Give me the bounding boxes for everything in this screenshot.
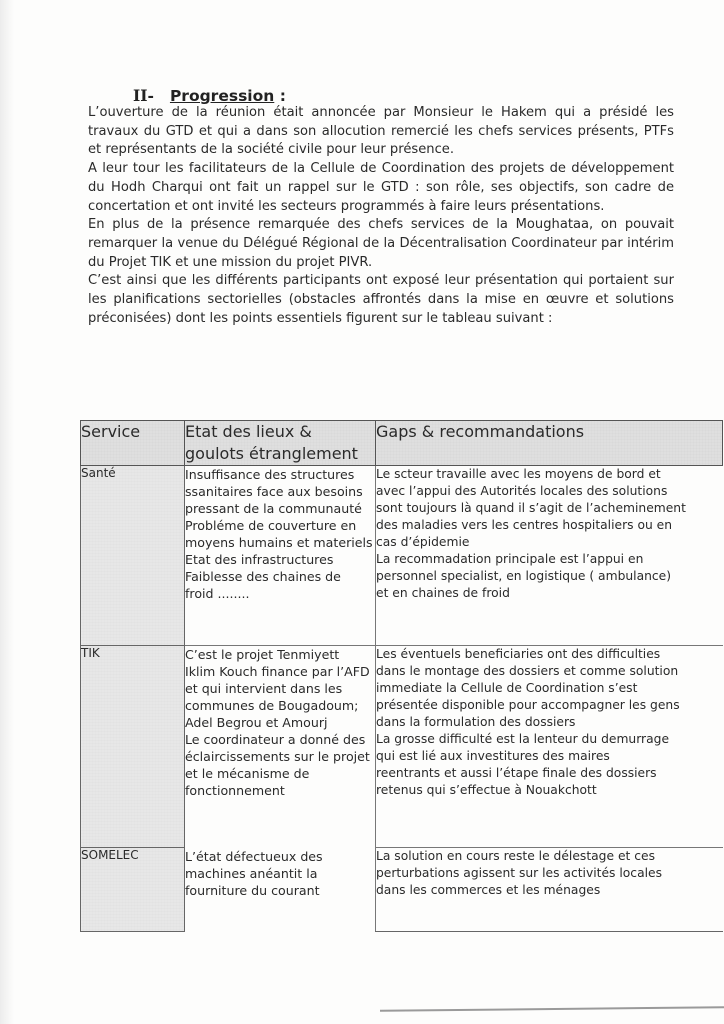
cell-line: fonctionnement [185, 783, 285, 798]
cell-line: perturbations agissent sur les activités locales [376, 866, 662, 880]
cell-line: retenus qui s’effectue à Nouakchott [376, 783, 597, 797]
cell-line: des maladies vers les centres hospitaliers ou en [376, 518, 673, 532]
header-service: Service [81, 421, 185, 466]
cell-line: qui est lié aux investitures des maires [376, 749, 610, 763]
table-header-row [81, 421, 723, 466]
cell-line: Iklim Kouch finance par l’AFD [185, 664, 370, 679]
cell-line: La grosse difficulté est la lenteur du demurrage [376, 732, 670, 746]
paragraph-attendance: En plus de la présence remarquée des chefs services de la Moughataa, on pouvait remarquer la venue du Délégué Régional de la Décentralisation Coordinateur par intérim du Projet TIK et une mission du projet PIVR. [88, 217, 674, 270]
paragraph-facilitators: A leur tour les facilitateurs de la Cellule de Coordination des projets de développement du Hodh Charqui ont fait un rappel sur le GTD : son rôle, ses objectifs, son cadre de concertation et ont invité les secteurs programmés à faire leurs présentations. [88, 161, 674, 214]
cell-line: ssanitaires face aux besoins [185, 484, 363, 499]
header-etat-line1: Etat des lieux & [185, 422, 312, 441]
cell-etat [185, 848, 376, 932]
cell-line: dans le montage des dossiers et comme solution [376, 664, 679, 678]
cell-service: SOMELEC [81, 848, 185, 932]
cell-line: Les éventuels beneficiaries ont des difficulties [376, 647, 661, 661]
cell-line: froid ........ [185, 586, 250, 601]
cell-line: La recommadation principale est l’appui en [376, 552, 644, 566]
cell-etat [185, 466, 376, 646]
cell-line: Etat des infrastructures [185, 552, 334, 567]
cell-etat [185, 646, 376, 848]
cell-line: dans les commerces et les ménages [376, 883, 601, 897]
cell-line: dans la formulation des dossiers [376, 715, 576, 729]
cell-line: éclaircissements sur le projet [185, 749, 370, 764]
cell-line: reentrants et aussi l’étape finale des dossiers [376, 766, 657, 780]
cell-line: Adel Begrou et Amourj [185, 715, 328, 730]
cell-line: communes de Bougadoum; [185, 698, 359, 713]
cell-line: sont toujours là quand il s’agit de l’acheminement [376, 501, 686, 515]
cell-line: et en chaines de froid [376, 586, 510, 600]
cell-gaps [376, 646, 723, 848]
cell-line: Probléme de couverture en [185, 518, 357, 533]
cell-line: présentée disponible pour accompagner les gens [376, 698, 680, 712]
header-etat-line2: goulots étranglement [185, 444, 358, 463]
cell-service: TIK [81, 646, 185, 848]
cell-service: Santé [81, 466, 185, 646]
cell-line: Insuffisance des structures [185, 467, 355, 482]
sector-summary-table [80, 420, 723, 932]
cell-gaps [376, 848, 723, 932]
cell-line: Le scteur travaille avec les moyens de bord et [376, 467, 661, 481]
cell-line: C’est le projet Tenmiyett [185, 647, 340, 662]
cell-line: personnel specialist, en logistique ( ambulance) [376, 569, 672, 583]
section-title-suffix: : [274, 87, 286, 105]
cell-line: et qui intervient dans les [185, 681, 343, 696]
paragraph-opening: L’ouverture de la réunion était annoncée par Monsieur le Hakem qui a présidé les travaux du GTD et qui a dans son allocution remercié les chefs services présents, PTFs et représentants de la société civile pour leur présence. [88, 105, 674, 158]
table-row [81, 848, 723, 932]
cell-line: fourniture du courant [185, 882, 320, 898]
cell-line: pressant de la communauté [185, 501, 362, 516]
section-number: II- [133, 86, 154, 105]
cell-line: moyens humains et materiels [185, 535, 373, 550]
cell-line: L’état défectueux des [185, 848, 323, 864]
scan-page-edge [0, 0, 14, 1024]
section-heading [133, 86, 286, 105]
table-row [81, 466, 723, 646]
cell-line: et le mécanisme de [185, 766, 310, 781]
cell-line: Le coordinateur a donné des [185, 732, 366, 747]
cell-line: La solution en cours reste le délestage et ces [376, 849, 655, 863]
cell-line: immediate la Cellule de Coordination s’est [376, 681, 638, 695]
cell-line: cas d’épidemie [376, 535, 470, 549]
cell-line: avec l’appui des Autorités locales des solutions [376, 484, 668, 498]
header-etat [185, 421, 376, 466]
paragraph-presentations: C’est ainsi que les différents participants ont exposé leur présentation qui portaient sur les planifications sectorielles (obstacles affrontés dans la mise en œuvre et solutions préconisées) dont les points essentiels figurent sur le tableau suivant : [88, 273, 674, 326]
cell-line: machines anéantit la [185, 865, 318, 881]
section-title: Progression [169, 87, 275, 105]
cell-gaps [376, 466, 723, 646]
scan-bottom-edge [380, 1006, 724, 1012]
header-gaps: Gaps & recommandations [376, 421, 723, 466]
table-row [81, 646, 723, 848]
cell-line: Faiblesse des chaines de [185, 569, 341, 584]
body-text [88, 104, 674, 328]
